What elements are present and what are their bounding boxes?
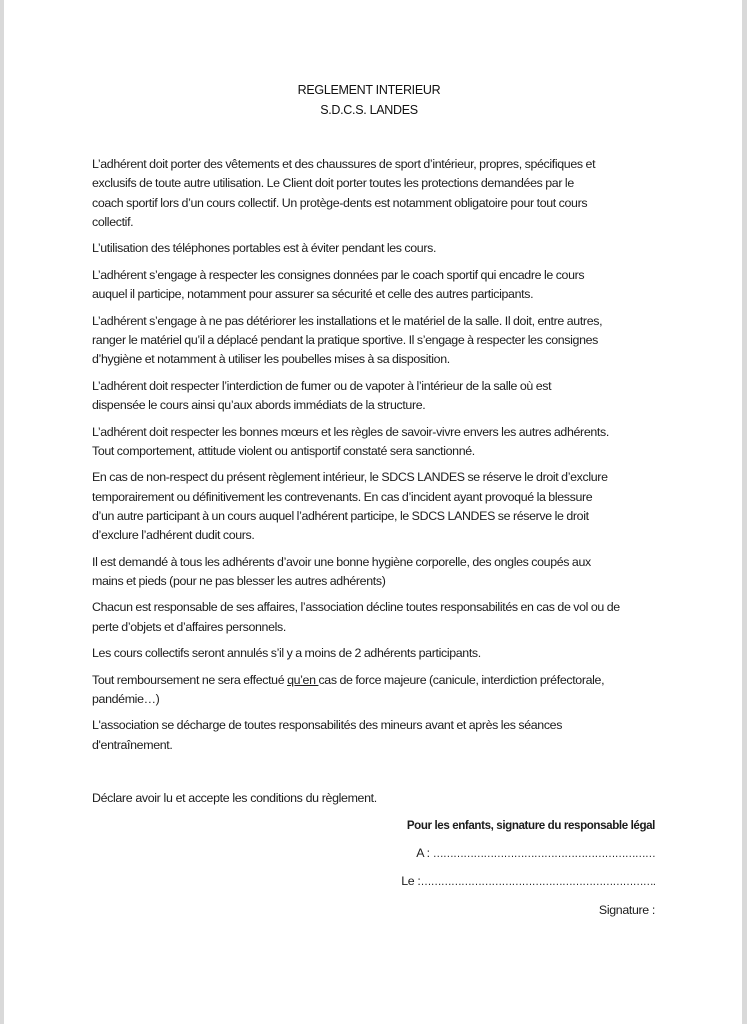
rule-coach-instructions xyxy=(92,266,667,305)
text-segment: cas de force majeure (canicule, interdiction préfectorale, xyxy=(318,672,605,687)
text-line: En cas de non-respect du présent règlement intérieur, le SDCS LANDES se réserve le droit d’exclure xyxy=(92,470,608,485)
document-page xyxy=(4,0,742,1024)
text-line: auquel il participe, notamment pour assurer sa sécurité et celle des autres participants. xyxy=(92,287,534,302)
text-line: d’un autre participant à un cours auquel l’adhérent participe, le SDCS LANDES se réserve le droit xyxy=(92,508,589,523)
text-line: ranger le matériel qu’il a déplacé pendant la pratique sportive. Il s’engage à respecter les consignes xyxy=(92,332,599,347)
signature-block xyxy=(401,816,655,920)
text-line: L’adhérent s’engage à respecter les consignes données par le coach sportif qui encadre le cours xyxy=(92,267,585,282)
text-line: d’exclure l’adhérent dudit cours. xyxy=(92,528,255,543)
rule-cancellation xyxy=(92,644,667,663)
rule-belongings xyxy=(92,598,667,637)
text-line: L’adhérent s’engage à ne pas détériorer les installations et le matériel de la salle. Il doit, entre autres, xyxy=(92,313,603,328)
rule-exclusion xyxy=(92,468,667,545)
rule-clothing xyxy=(92,155,667,232)
text-line: pandémie…) xyxy=(92,692,160,706)
legal-guardian-label: Pour les enfants, signature du responsable légal xyxy=(406,819,655,832)
text-line: mains et pieds (pour ne pas blesser les autres adhérents) xyxy=(92,573,386,588)
rule-minors xyxy=(92,716,667,755)
rule-equipment xyxy=(92,312,667,370)
rule-hygiene xyxy=(92,553,667,592)
underlined-text: qu’en xyxy=(287,672,319,687)
date-dotted-line[interactable]: ……………………………………………………………. xyxy=(420,876,655,888)
text-line: L'association se décharge de toutes responsabilités des mineurs avant et après les séances xyxy=(92,718,563,733)
document-title: REGLEMENT INTERIEUR xyxy=(297,83,441,97)
text-line: collectif. xyxy=(92,214,134,229)
text-line: d'entraînement. xyxy=(92,737,173,752)
place-field[interactable] xyxy=(401,844,655,864)
signature-field[interactable] xyxy=(401,901,655,920)
document-header xyxy=(4,80,734,120)
signature-label: Signature : xyxy=(598,902,655,917)
rule-conduct xyxy=(92,423,667,462)
text-line: L’adhérent doit respecter les bonnes mœurs et les règles de savoir-vivre envers les autres adhérents. xyxy=(92,424,609,439)
place-dotted-line[interactable]: ………………………………………………………… xyxy=(432,847,655,860)
rule-smoking xyxy=(92,377,667,416)
rule-phones xyxy=(92,239,667,258)
text-line: L’adhérent doit respecter l’interdiction de fumer ou de vapoter à l’intérieur de la salle où est xyxy=(92,378,552,393)
text-line: perte d’objets et d’affaires personnels. xyxy=(92,619,286,634)
declaration-text: Déclare avoir lu et accepte les conditions du règlement. xyxy=(92,791,377,805)
rule-refund xyxy=(92,671,667,710)
document-subtitle: S.D.C.S. LANDES xyxy=(320,103,418,117)
text-line xyxy=(92,671,667,690)
text-segment: Tout remboursement ne sera effectué xyxy=(92,672,288,687)
text-line: d’hygiène et notamment à utiliser les poubelles mises à sa disposition. xyxy=(92,352,450,367)
place-label: A : xyxy=(416,845,433,860)
text-line: L’utilisation des téléphones portables est à éviter pendant les cours. xyxy=(92,241,437,256)
text-line: temporairement ou définitivement les contrevenants. En cas d’incident ayant provoqué la blessure xyxy=(92,489,593,504)
text-line: dispensée le cours ainsi qu’aux abords immédiats de la structure. xyxy=(92,398,426,413)
text-line: Tout comportement, attitude violent ou antisportif constaté sera sanctionné. xyxy=(92,443,475,458)
date-field[interactable] xyxy=(401,872,655,892)
text-line: coach sportif lors d’un cours collectif. Un protège-dents est notamment obligatoire pour tout cours xyxy=(92,195,588,210)
text-line: exclusifs de toute autre utilisation. Le Client doit porter toutes les protections demandées par le xyxy=(92,176,574,191)
text-line: Les cours collectifs seront annulés s’il y a moins de 2 adhérents participants. xyxy=(92,646,481,661)
text-line: Chacun est responsable de ses affaires, l’association décline toutes responsabilités en cas de vol ou de xyxy=(92,600,620,615)
text-line: L’adhérent doit porter des vêtements et des chaussures de sport d’intérieur, propres, spécifiques et xyxy=(92,157,596,171)
date-label: Le : xyxy=(401,874,421,888)
text-line: Il est demandé à tous les adhérents d’avoir une bonne hygiène corporelle, des ongles coupés aux xyxy=(92,554,591,569)
rules-body xyxy=(92,155,667,762)
